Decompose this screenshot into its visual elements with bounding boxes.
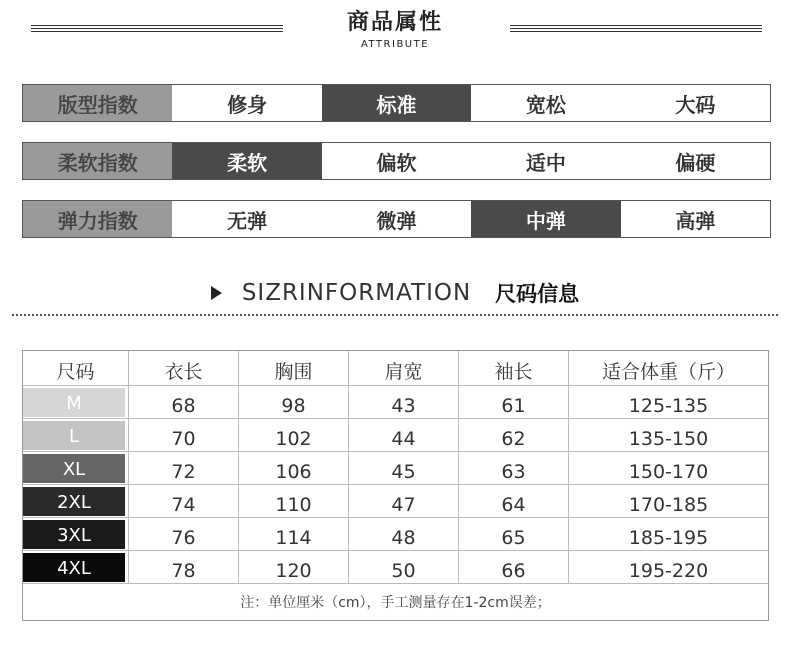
size-label: 2XL [23, 487, 125, 516]
table-cell: 106 [239, 452, 349, 484]
table-cell: 102 [239, 419, 349, 451]
size-cell-wrap [23, 485, 129, 517]
size-title-cn: 尺码信息 [495, 282, 580, 306]
attribute-option: 偏软 [376, 150, 417, 175]
column-header: 适合体重（斤） [601, 360, 735, 383]
table-header-row [23, 351, 768, 386]
column-header: 尺码 [23, 351, 129, 385]
table-cell: 72 [129, 452, 239, 484]
table-row [23, 551, 768, 584]
attribute-option-selected: 柔软 [172, 143, 321, 179]
dotted-divider [12, 314, 778, 316]
title-subtitle: ATTRIBUTE [360, 39, 430, 50]
attribute-row [22, 84, 771, 122]
size-title-en: SIZRINFORMATION [241, 280, 472, 306]
table-row [23, 518, 768, 551]
table-cell: 61 [459, 386, 569, 418]
table-row [23, 386, 768, 419]
attribute-option: 宽松 [525, 92, 566, 117]
size-label: M [23, 388, 125, 417]
table-cell: 76 [129, 518, 239, 550]
table-cell: 150-170 [628, 461, 709, 483]
attribute-label: 柔软指数 [23, 143, 172, 179]
size-section-header [0, 278, 790, 308]
table-cell: 64 [459, 485, 569, 517]
table-cell: 125-135 [628, 395, 709, 417]
column-header: 衣长 [129, 351, 239, 385]
table-body [23, 386, 768, 584]
table-cell: 78 [129, 551, 239, 583]
table-cell: 185-195 [628, 527, 709, 549]
section-title [0, 8, 790, 52]
size-label: 4XL [23, 553, 125, 582]
table-cell: 120 [239, 551, 349, 583]
table-cell: 65 [459, 518, 569, 550]
table-note: 注：单位厘米（cm），手工测量存在1-2cm误差； [240, 595, 551, 611]
table-cell: 114 [239, 518, 349, 550]
table-cell: 170-185 [628, 494, 709, 516]
size-table [22, 350, 769, 621]
table-cell: 68 [129, 386, 239, 418]
attribute-option: 偏硬 [675, 150, 716, 175]
attribute-option: 适中 [525, 150, 566, 175]
size-cell-wrap [23, 386, 129, 418]
table-cell: 98 [239, 386, 349, 418]
table-cell: 50 [349, 551, 459, 583]
size-cell-wrap [23, 551, 129, 583]
table-cell: 135-150 [628, 428, 709, 450]
table-cell: 66 [459, 551, 569, 583]
table-cell: 63 [459, 452, 569, 484]
attribute-row [22, 200, 771, 238]
table-cell: 44 [349, 419, 459, 451]
attribute-option: 高弹 [675, 208, 716, 233]
attribute-label: 版型指数 [23, 85, 172, 121]
size-label: L [23, 421, 125, 450]
attribute-option-selected: 标准 [322, 85, 471, 121]
attribute-option-selected: 中弹 [471, 201, 620, 237]
attribute-row [22, 142, 771, 180]
table-cell: 74 [129, 485, 239, 517]
attribute-option: 无弹 [227, 208, 268, 233]
table-cell: 195-220 [628, 560, 709, 582]
table-row [23, 419, 768, 452]
attribute-option: 微弹 [376, 208, 417, 233]
attribute-option: 修身 [227, 92, 268, 117]
table-cell: 110 [239, 485, 349, 517]
title-main: 商品属性 [346, 10, 443, 35]
table-cell: 45 [349, 452, 459, 484]
size-label: 3XL [23, 520, 125, 549]
table-row [23, 452, 768, 485]
table-cell: 48 [349, 518, 459, 550]
size-cell-wrap [23, 452, 129, 484]
size-label: XL [23, 454, 125, 483]
attribute-option: 大码 [675, 92, 716, 117]
table-cell: 70 [129, 419, 239, 451]
table-row [23, 485, 768, 518]
table-cell: 47 [349, 485, 459, 517]
attribute-label: 弹力指数 [23, 201, 172, 237]
column-header: 胸围 [239, 351, 349, 385]
size-cell-wrap [23, 419, 129, 451]
table-cell: 62 [459, 419, 569, 451]
column-header: 袖长 [459, 351, 569, 385]
column-header: 肩宽 [349, 351, 459, 385]
table-cell: 43 [349, 386, 459, 418]
triangle-right-icon [211, 286, 222, 300]
size-cell-wrap [23, 518, 129, 550]
